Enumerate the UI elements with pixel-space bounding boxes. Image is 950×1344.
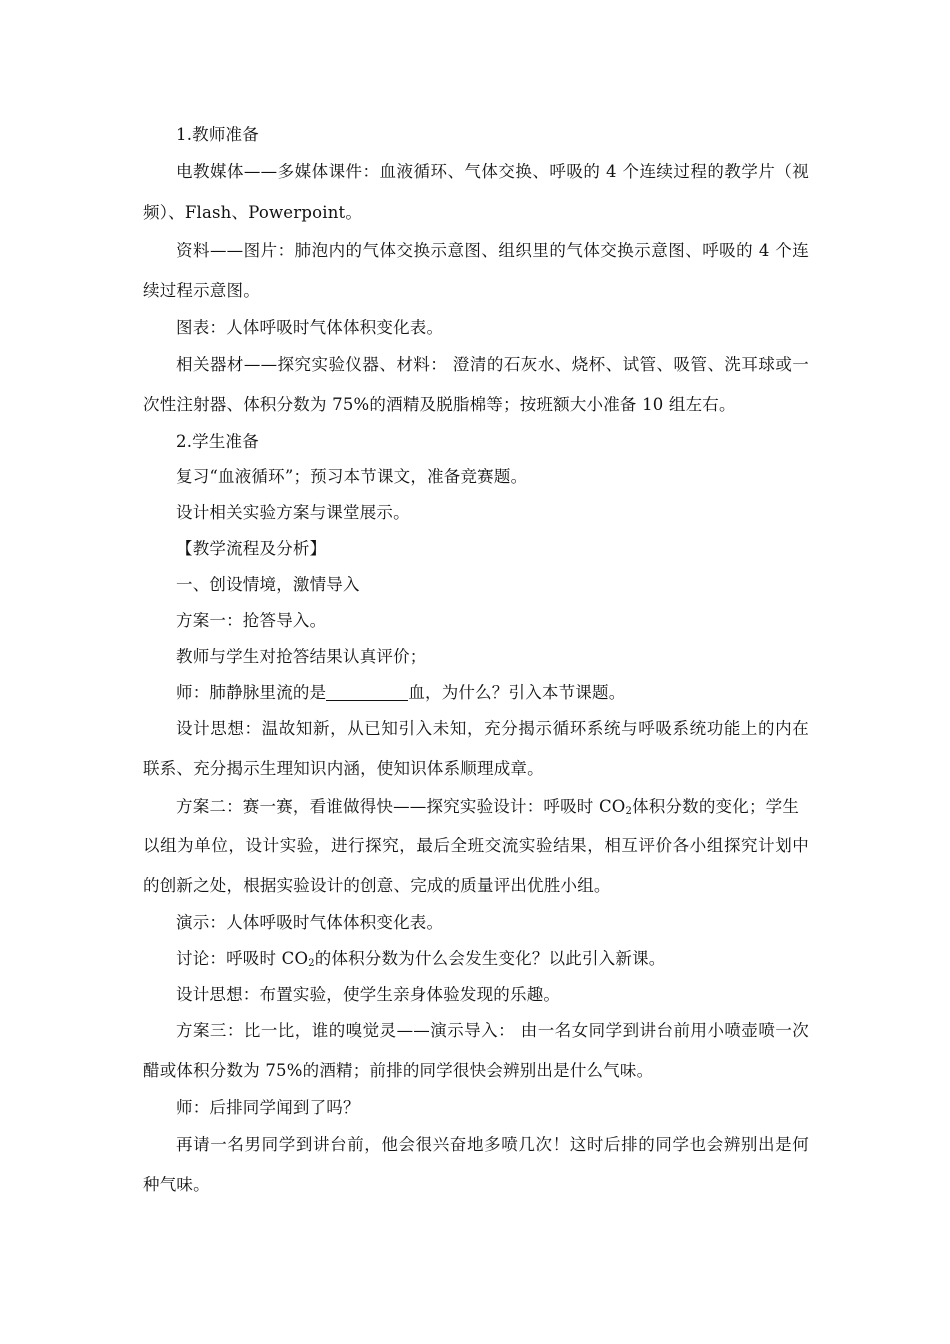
teacher-question-line [143, 676, 809, 710]
teacher-question-text: 师：肺静脉里流的是 [176, 683, 327, 702]
subscript: 2 [308, 958, 315, 969]
paragraph-line: 的创新之处，根据实验设计的创意、完成的质量评出优胜小组。 [143, 876, 611, 895]
plan-two-line [143, 790, 809, 824]
teacher-question-text: 血，为什么？引入本节课题。 [408, 683, 626, 702]
paragraph-line: 资料——图片：肺泡内的气体交换示意图、组织里的气体交换示意图、呼吸的 4 个连 [176, 241, 809, 260]
paragraph-line: 次性注射器、体积分数为 75%的酒精及脱脂棉等；按班额大小准备 10 组左右。 [143, 395, 736, 414]
plan-two-text: 方案二：赛一赛，看谁做得快——探究实验设计：呼吸时 CO [176, 797, 626, 816]
section-heading-part-one: 一、创设情境，激情导入 [176, 575, 360, 594]
paragraph-line: 联系、充分揭示生理知识内涵，使知识体系顺理成章。 [143, 759, 544, 778]
subscript: 2 [625, 806, 633, 817]
section-heading-teaching-flow: 【教学流程及分析】 [176, 539, 327, 558]
section-heading-teacher-prep: 1.教师准备 [176, 125, 259, 144]
fill-in-blank [326, 682, 408, 701]
section-heading-student-prep: 2.学生准备 [176, 432, 259, 451]
paragraph-line: 图表：人体呼吸时气体体积变化表。 [176, 318, 444, 337]
paragraph-line: 相关器材——探究实验仪器、材料： 澄清的石灰水、烧杯、试管、吸管、洗耳球或一 [176, 355, 809, 374]
paragraph-line: 设计思想：温故知新，从已知引入未知，充分揭示循环系统与呼吸系统功能上的内在 [176, 719, 809, 738]
paragraph-line: 教师与学生对抢答结果认真评价； [176, 647, 427, 666]
paragraph-line: 设计相关实验方案与课堂展示。 [176, 503, 410, 522]
paragraph-line: 设计思想：布置实验，使学生亲身体验发现的乐趣。 [176, 985, 561, 1004]
paragraph-line: 方案三：比一比，谁的嗅觉灵——演示导入： 由一名女同学到讲台前用小喷壶喷一次 [176, 1021, 809, 1040]
paragraph-line: 方案一：抢答导入。 [176, 611, 327, 630]
paragraph-line: 种气味。 [143, 1175, 210, 1194]
discussion-text: 讨论：呼吸时 CO [176, 949, 309, 968]
paragraph-line: 续过程示意图。 [143, 281, 260, 300]
paragraph-line: 演示：人体呼吸时气体体积变化表。 [176, 913, 444, 932]
paragraph-line: 醋或体积分数为 75%的酒精；前排的同学很快会辨别出是什么气味。 [143, 1061, 654, 1080]
paragraph-line: 以组为单位，设计实验，进行探究，最后全班交流实验结果，相互评价各小组探究计划中 [143, 836, 809, 855]
plan-two-text: 体积分数的变化；学生 [632, 797, 800, 816]
paragraph-line: 师：后排同学闻到了吗？ [176, 1098, 360, 1117]
discussion-text: 的体积分数为什么会发生变化？以此引入新课。 [314, 949, 666, 968]
discussion-line [143, 942, 809, 976]
paragraph-line: 频）、Flash、Powerpoint。 [143, 203, 363, 222]
paragraph-line: 电教媒体——多媒体课件：血液循环、气体交换、呼吸的 4 个连续过程的教学片（视 [176, 162, 809, 181]
paragraph-line: 复习“血液循环”；预习本节课文，准备竞赛题。 [176, 467, 528, 486]
paragraph-line: 再请一名男同学到讲台前，他会很兴奋地多喷几次！这时后排的同学也会辨别出是何 [176, 1135, 809, 1154]
